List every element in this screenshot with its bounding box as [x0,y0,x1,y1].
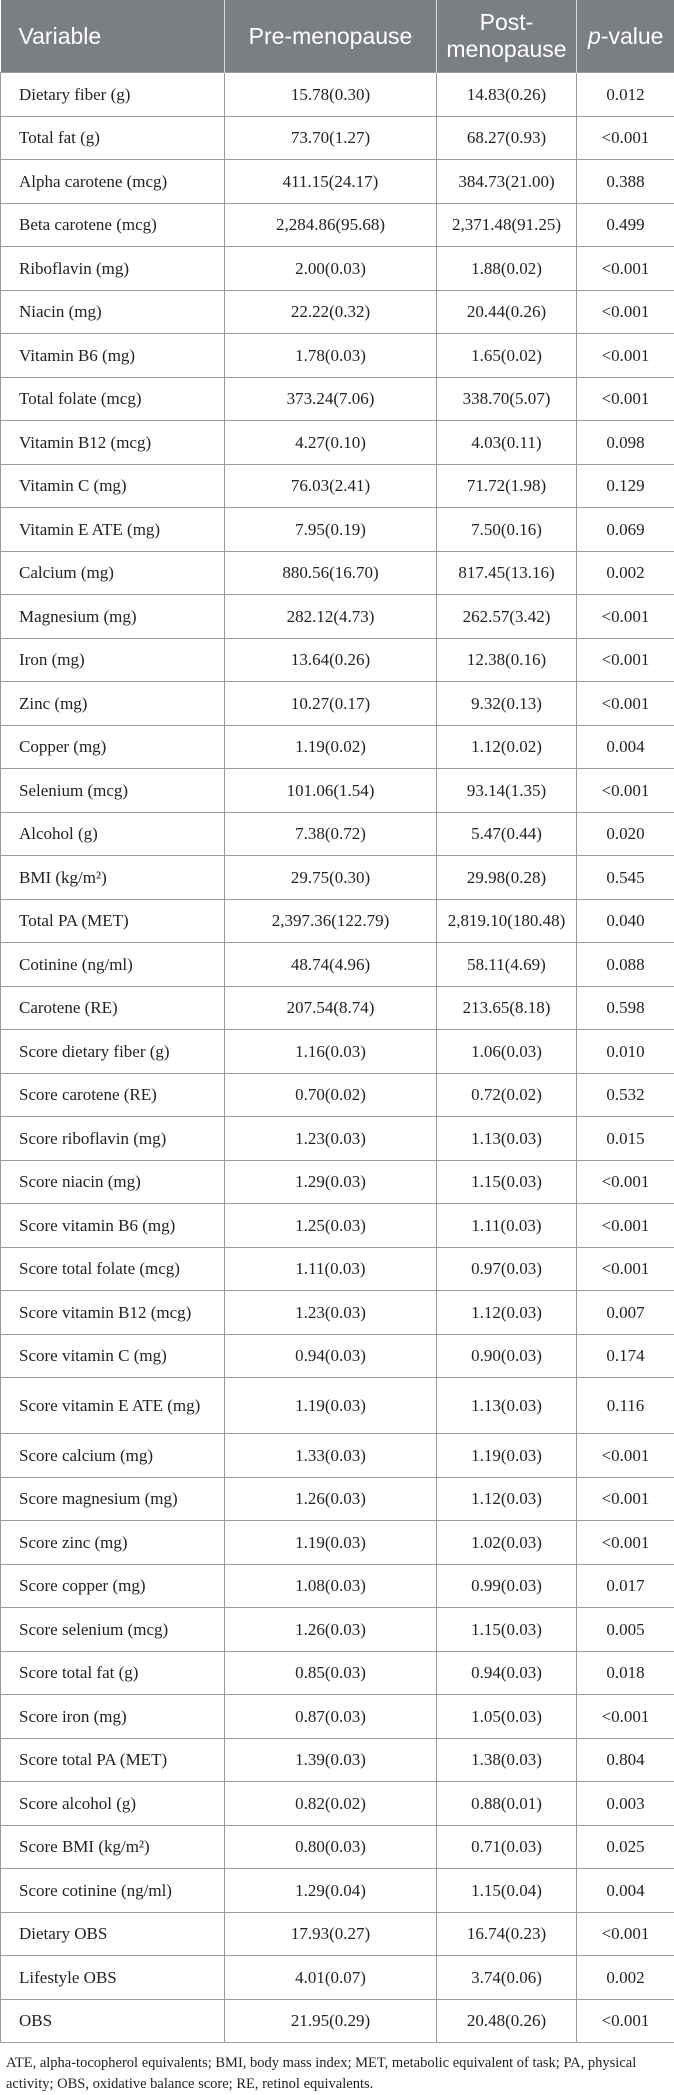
post-menopause-cell: 1.12(0.03) [437,1291,577,1335]
table-row [1,334,674,378]
table-row [1,1073,674,1117]
variable-cell: Score copper (mg) [1,1564,225,1608]
table-row [1,812,674,856]
pre-menopause-cell: 1.33(0.03) [225,1434,437,1478]
table-row [1,986,674,1030]
variable-cell: Selenium (mcg) [1,769,225,813]
table-row [1,1651,674,1695]
p-value-cell: 0.002 [577,551,674,595]
pre-menopause-cell: 411.15(24.17) [225,160,437,204]
table-row [1,73,674,117]
table-row [1,1912,674,1956]
post-menopause-cell: 1.05(0.03) [437,1695,577,1739]
post-menopause-cell: 1.19(0.03) [437,1434,577,1478]
variable-cell: Total PA (MET) [1,899,225,943]
p-value-cell: 0.020 [577,812,674,856]
post-menopause-cell: 1.02(0.03) [437,1521,577,1565]
p-value-cell: <0.001 [577,682,674,726]
p-value-cell: 0.002 [577,1956,674,2000]
pre-menopause-cell: 10.27(0.17) [225,682,437,726]
pre-menopause-cell: 4.27(0.10) [225,421,437,465]
pre-menopause-cell: 0.85(0.03) [225,1651,437,1695]
variable-cell: Dietary fiber (g) [1,73,225,117]
table-row [1,1291,674,1335]
pre-menopause-cell: 4.01(0.07) [225,1956,437,2000]
variable-cell: Score carotene (RE) [1,1073,225,1117]
p-value-cell: <0.001 [577,638,674,682]
pre-menopause-cell: 29.75(0.30) [225,856,437,900]
p-value-cell: <0.001 [577,1247,674,1291]
pre-menopause-cell: 0.82(0.02) [225,1782,437,1826]
post-menopause-cell: 71.72(1.98) [437,464,577,508]
p-value-cell: 0.532 [577,1073,674,1117]
variable-cell: Score riboflavin (mg) [1,1117,225,1161]
variable-cell: Score cotinine (ng/ml) [1,1869,225,1913]
variable-cell: Dietary OBS [1,1912,225,1956]
pre-menopause-cell: 207.54(8.74) [225,986,437,1030]
table-row [1,551,674,595]
post-menopause-cell: 93.14(1.35) [437,769,577,813]
pre-menopause-cell: 2.00(0.03) [225,247,437,291]
p-value-cell: <0.001 [577,116,674,160]
variable-cell: OBS [1,1999,225,2043]
pre-menopause-cell: 1.39(0.03) [225,1738,437,1782]
post-menopause-cell: 9.32(0.13) [437,682,577,726]
variable-cell: Total fat (g) [1,116,225,160]
variable-cell: Vitamin B12 (mcg) [1,421,225,465]
p-value-cell: 0.015 [577,1117,674,1161]
pre-menopause-cell: 1.19(0.03) [225,1521,437,1565]
pre-menopause-cell: 22.22(0.32) [225,290,437,334]
p-value-cell: 0.388 [577,160,674,204]
p-value-cell: 0.007 [577,1291,674,1335]
post-menopause-cell: 0.94(0.03) [437,1651,577,1695]
pre-menopause-cell: 1.23(0.03) [225,1117,437,1161]
pre-menopause-cell: 101.06(1.54) [225,769,437,813]
pre-menopause-cell: 2,284.86(95.68) [225,203,437,247]
pre-menopause-cell: 21.95(0.29) [225,1999,437,2043]
variable-cell: Alcohol (g) [1,812,225,856]
table-row [1,203,674,247]
post-menopause-cell: 262.57(3.42) [437,595,577,639]
p-value-cell: 0.003 [577,1782,674,1826]
pre-menopause-cell: 0.94(0.03) [225,1334,437,1378]
p-value-cell: 0.499 [577,203,674,247]
pre-menopause-cell: 48.74(4.96) [225,943,437,987]
table-row [1,1738,674,1782]
post-menopause-cell: 338.70(5.07) [437,377,577,421]
table-row [1,1477,674,1521]
header-pre-menopause: Pre-menopause [225,0,437,73]
table-row [1,682,674,726]
pre-menopause-cell: 7.95(0.19) [225,508,437,552]
post-menopause-cell: 1.13(0.03) [437,1378,577,1434]
post-menopause-cell: 12.38(0.16) [437,638,577,682]
pre-menopause-cell: 73.70(1.27) [225,116,437,160]
p-value-cell: 0.005 [577,1608,674,1652]
pre-menopause-cell: 17.93(0.27) [225,1912,437,1956]
variable-cell: Score magnesium (mg) [1,1477,225,1521]
header-p-value [577,0,674,73]
table-row [1,464,674,508]
table-row [1,1999,674,2043]
variable-cell: Score BMI (kg/m²) [1,1825,225,1869]
variable-cell: Cotinine (ng/ml) [1,943,225,987]
p-value-cell: 0.012 [577,73,674,117]
table-row [1,1695,674,1739]
p-value-cell: 0.804 [577,1738,674,1782]
table-body [1,73,674,2043]
table-row [1,1434,674,1478]
p-value-cell: <0.001 [577,334,674,378]
p-value-cell: 0.040 [577,899,674,943]
post-menopause-cell: 817.45(13.16) [437,551,577,595]
table-row [1,290,674,334]
post-menopause-cell: 1.88(0.02) [437,247,577,291]
pre-menopause-cell: 1.26(0.03) [225,1608,437,1652]
p-value-cell: <0.001 [577,247,674,291]
post-menopause-cell: 384.73(21.00) [437,160,577,204]
variable-cell: Score total folate (mcg) [1,1247,225,1291]
p-value-cell: 0.098 [577,421,674,465]
table-row [1,1956,674,2000]
table-footnote: ATE, alpha-tocopherol equivalents; BMI, body mass index; MET, metabolic equivalent of task; PA, physical activity; OBS, oxidative balance score; RE, retinol equivalents. [0,2043,674,2095]
post-menopause-cell: 58.11(4.69) [437,943,577,987]
pre-menopause-cell: 1.23(0.03) [225,1291,437,1335]
pre-menopause-cell: 1.19(0.03) [225,1378,437,1434]
p-value-cell: <0.001 [577,1521,674,1565]
post-menopause-cell: 1.38(0.03) [437,1738,577,1782]
pre-menopause-cell: 1.29(0.03) [225,1160,437,1204]
post-menopause-cell: 2,819.10(180.48) [437,899,577,943]
pre-menopause-cell: 1.25(0.03) [225,1204,437,1248]
p-value-cell: 0.069 [577,508,674,552]
table-row [1,1204,674,1248]
variable-cell: Zinc (mg) [1,682,225,726]
p-value-cell: 0.129 [577,464,674,508]
variable-cell: Total folate (mcg) [1,377,225,421]
pre-menopause-cell: 2,397.36(122.79) [225,899,437,943]
variable-cell: Niacin (mg) [1,290,225,334]
post-menopause-cell: 213.65(8.18) [437,986,577,1030]
pre-menopause-cell: 1.26(0.03) [225,1477,437,1521]
variable-cell: Score iron (mg) [1,1695,225,1739]
post-menopause-cell: 0.90(0.03) [437,1334,577,1378]
post-menopause-cell: 0.99(0.03) [437,1564,577,1608]
post-menopause-cell: 1.13(0.03) [437,1117,577,1161]
table-row [1,943,674,987]
p-value-cell: <0.001 [577,595,674,639]
post-menopause-cell: 1.15(0.04) [437,1869,577,1913]
table-row [1,116,674,160]
table-row [1,595,674,639]
table-row [1,1030,674,1074]
table-row [1,508,674,552]
post-menopause-cell: 20.44(0.26) [437,290,577,334]
table-row [1,1564,674,1608]
p-value-cell: <0.001 [577,1204,674,1248]
post-menopause-cell: 0.88(0.01) [437,1782,577,1826]
p-value-cell: <0.001 [577,769,674,813]
table-row [1,1521,674,1565]
p-value-cell: 0.018 [577,1651,674,1695]
variable-cell: Vitamin C (mg) [1,464,225,508]
header-variable: Variable [1,0,225,73]
variable-cell: Score vitamin C (mg) [1,1334,225,1378]
table-row [1,1117,674,1161]
post-menopause-cell: 1.12(0.02) [437,725,577,769]
variable-cell: Score selenium (mcg) [1,1608,225,1652]
pre-menopause-cell: 282.12(4.73) [225,595,437,639]
p-value-cell: <0.001 [577,1477,674,1521]
table-row [1,899,674,943]
variable-cell: Beta carotene (mcg) [1,203,225,247]
pre-menopause-cell: 0.70(0.02) [225,1073,437,1117]
variable-cell: Calcium (mg) [1,551,225,595]
variable-cell: Score dietary fiber (g) [1,1030,225,1074]
variable-cell: Iron (mg) [1,638,225,682]
table-row [1,1247,674,1291]
variable-cell: Lifestyle OBS [1,1956,225,2000]
variable-cell: Score total PA (MET) [1,1738,225,1782]
post-menopause-cell: 5.47(0.44) [437,812,577,856]
pre-menopause-cell: 880.56(16.70) [225,551,437,595]
table-row [1,769,674,813]
pre-menopause-cell: 7.38(0.72) [225,812,437,856]
post-menopause-cell: 14.83(0.26) [437,73,577,117]
variable-cell: BMI (kg/m²) [1,856,225,900]
variable-cell: Vitamin E ATE (mg) [1,508,225,552]
pre-menopause-cell: 13.64(0.26) [225,638,437,682]
post-menopause-cell: 1.65(0.02) [437,334,577,378]
header-row [1,0,674,73]
variable-cell: Carotene (RE) [1,986,225,1030]
variable-cell: Score zinc (mg) [1,1521,225,1565]
pre-menopause-cell: 76.03(2.41) [225,464,437,508]
table-row [1,1608,674,1652]
table-row [1,856,674,900]
pre-menopause-cell: 0.87(0.03) [225,1695,437,1739]
variable-cell: Score calcium (mg) [1,1434,225,1478]
post-menopause-cell: 0.72(0.02) [437,1073,577,1117]
p-value-cell: <0.001 [577,1912,674,1956]
pre-menopause-cell: 1.16(0.03) [225,1030,437,1074]
post-menopause-cell: 20.48(0.26) [437,1999,577,2043]
post-menopause-cell: 1.11(0.03) [437,1204,577,1248]
pre-menopause-cell: 1.11(0.03) [225,1247,437,1291]
p-value-cell: 0.598 [577,986,674,1030]
variable-cell: Score total fat (g) [1,1651,225,1695]
table-row [1,1378,674,1434]
p-value-cell: <0.001 [577,290,674,334]
post-menopause-cell: 0.71(0.03) [437,1825,577,1869]
post-menopause-cell: 1.06(0.03) [437,1030,577,1074]
header-p-rest: -value [601,23,664,49]
post-menopause-cell: 4.03(0.11) [437,421,577,465]
variable-cell: Vitamin B6 (mg) [1,334,225,378]
post-menopause-cell: 1.15(0.03) [437,1160,577,1204]
post-menopause-cell: 1.15(0.03) [437,1608,577,1652]
p-value-cell: 0.017 [577,1564,674,1608]
pre-menopause-cell: 1.08(0.03) [225,1564,437,1608]
variable-cell: Score vitamin E ATE (mg) [1,1378,225,1434]
p-value-cell: 0.116 [577,1378,674,1434]
pre-menopause-cell: 1.29(0.04) [225,1869,437,1913]
post-menopause-cell: 0.97(0.03) [437,1247,577,1291]
pre-menopause-cell: 373.24(7.06) [225,377,437,421]
table-row [1,160,674,204]
p-value-cell: <0.001 [577,1695,674,1739]
table-row [1,1869,674,1913]
variable-cell: Score alcohol (g) [1,1782,225,1826]
header-post-menopause: Post-menopause [437,0,577,73]
variable-cell: Copper (mg) [1,725,225,769]
post-menopause-cell: 2,371.48(91.25) [437,203,577,247]
table-header [1,0,674,73]
table-row [1,247,674,291]
p-value-cell: 0.088 [577,943,674,987]
variable-cell: Alpha carotene (mcg) [1,160,225,204]
pre-menopause-cell: 1.78(0.03) [225,334,437,378]
variable-cell: Score vitamin B6 (mg) [1,1204,225,1248]
table-row [1,421,674,465]
variable-cell: Magnesium (mg) [1,595,225,639]
table-row [1,1782,674,1826]
post-menopause-cell: 16.74(0.23) [437,1912,577,1956]
p-value-cell: 0.004 [577,1869,674,1913]
header-p-italic: p [588,23,601,49]
p-value-cell: 0.010 [577,1030,674,1074]
p-value-cell: <0.001 [577,1160,674,1204]
post-menopause-cell: 29.98(0.28) [437,856,577,900]
variable-cell: Score niacin (mg) [1,1160,225,1204]
p-value-cell: <0.001 [577,377,674,421]
post-menopause-cell: 7.50(0.16) [437,508,577,552]
table-row [1,638,674,682]
post-menopause-cell: 1.12(0.03) [437,1477,577,1521]
table-row [1,1160,674,1204]
p-value-cell: <0.001 [577,1999,674,2043]
pre-menopause-cell: 0.80(0.03) [225,1825,437,1869]
pre-menopause-cell: 1.19(0.02) [225,725,437,769]
p-value-cell: 0.174 [577,1334,674,1378]
p-value-cell: 0.545 [577,856,674,900]
p-value-cell: 0.004 [577,725,674,769]
post-menopause-cell: 68.27(0.93) [437,116,577,160]
variable-cell: Score vitamin B12 (mcg) [1,1291,225,1335]
table-row [1,1825,674,1869]
p-value-cell: 0.025 [577,1825,674,1869]
table-row [1,725,674,769]
p-value-cell: <0.001 [577,1434,674,1478]
table-row [1,1334,674,1378]
table-row [1,377,674,421]
pre-menopause-cell: 15.78(0.30) [225,73,437,117]
variable-cell: Riboflavin (mg) [1,247,225,291]
post-menopause-cell: 3.74(0.06) [437,1956,577,2000]
